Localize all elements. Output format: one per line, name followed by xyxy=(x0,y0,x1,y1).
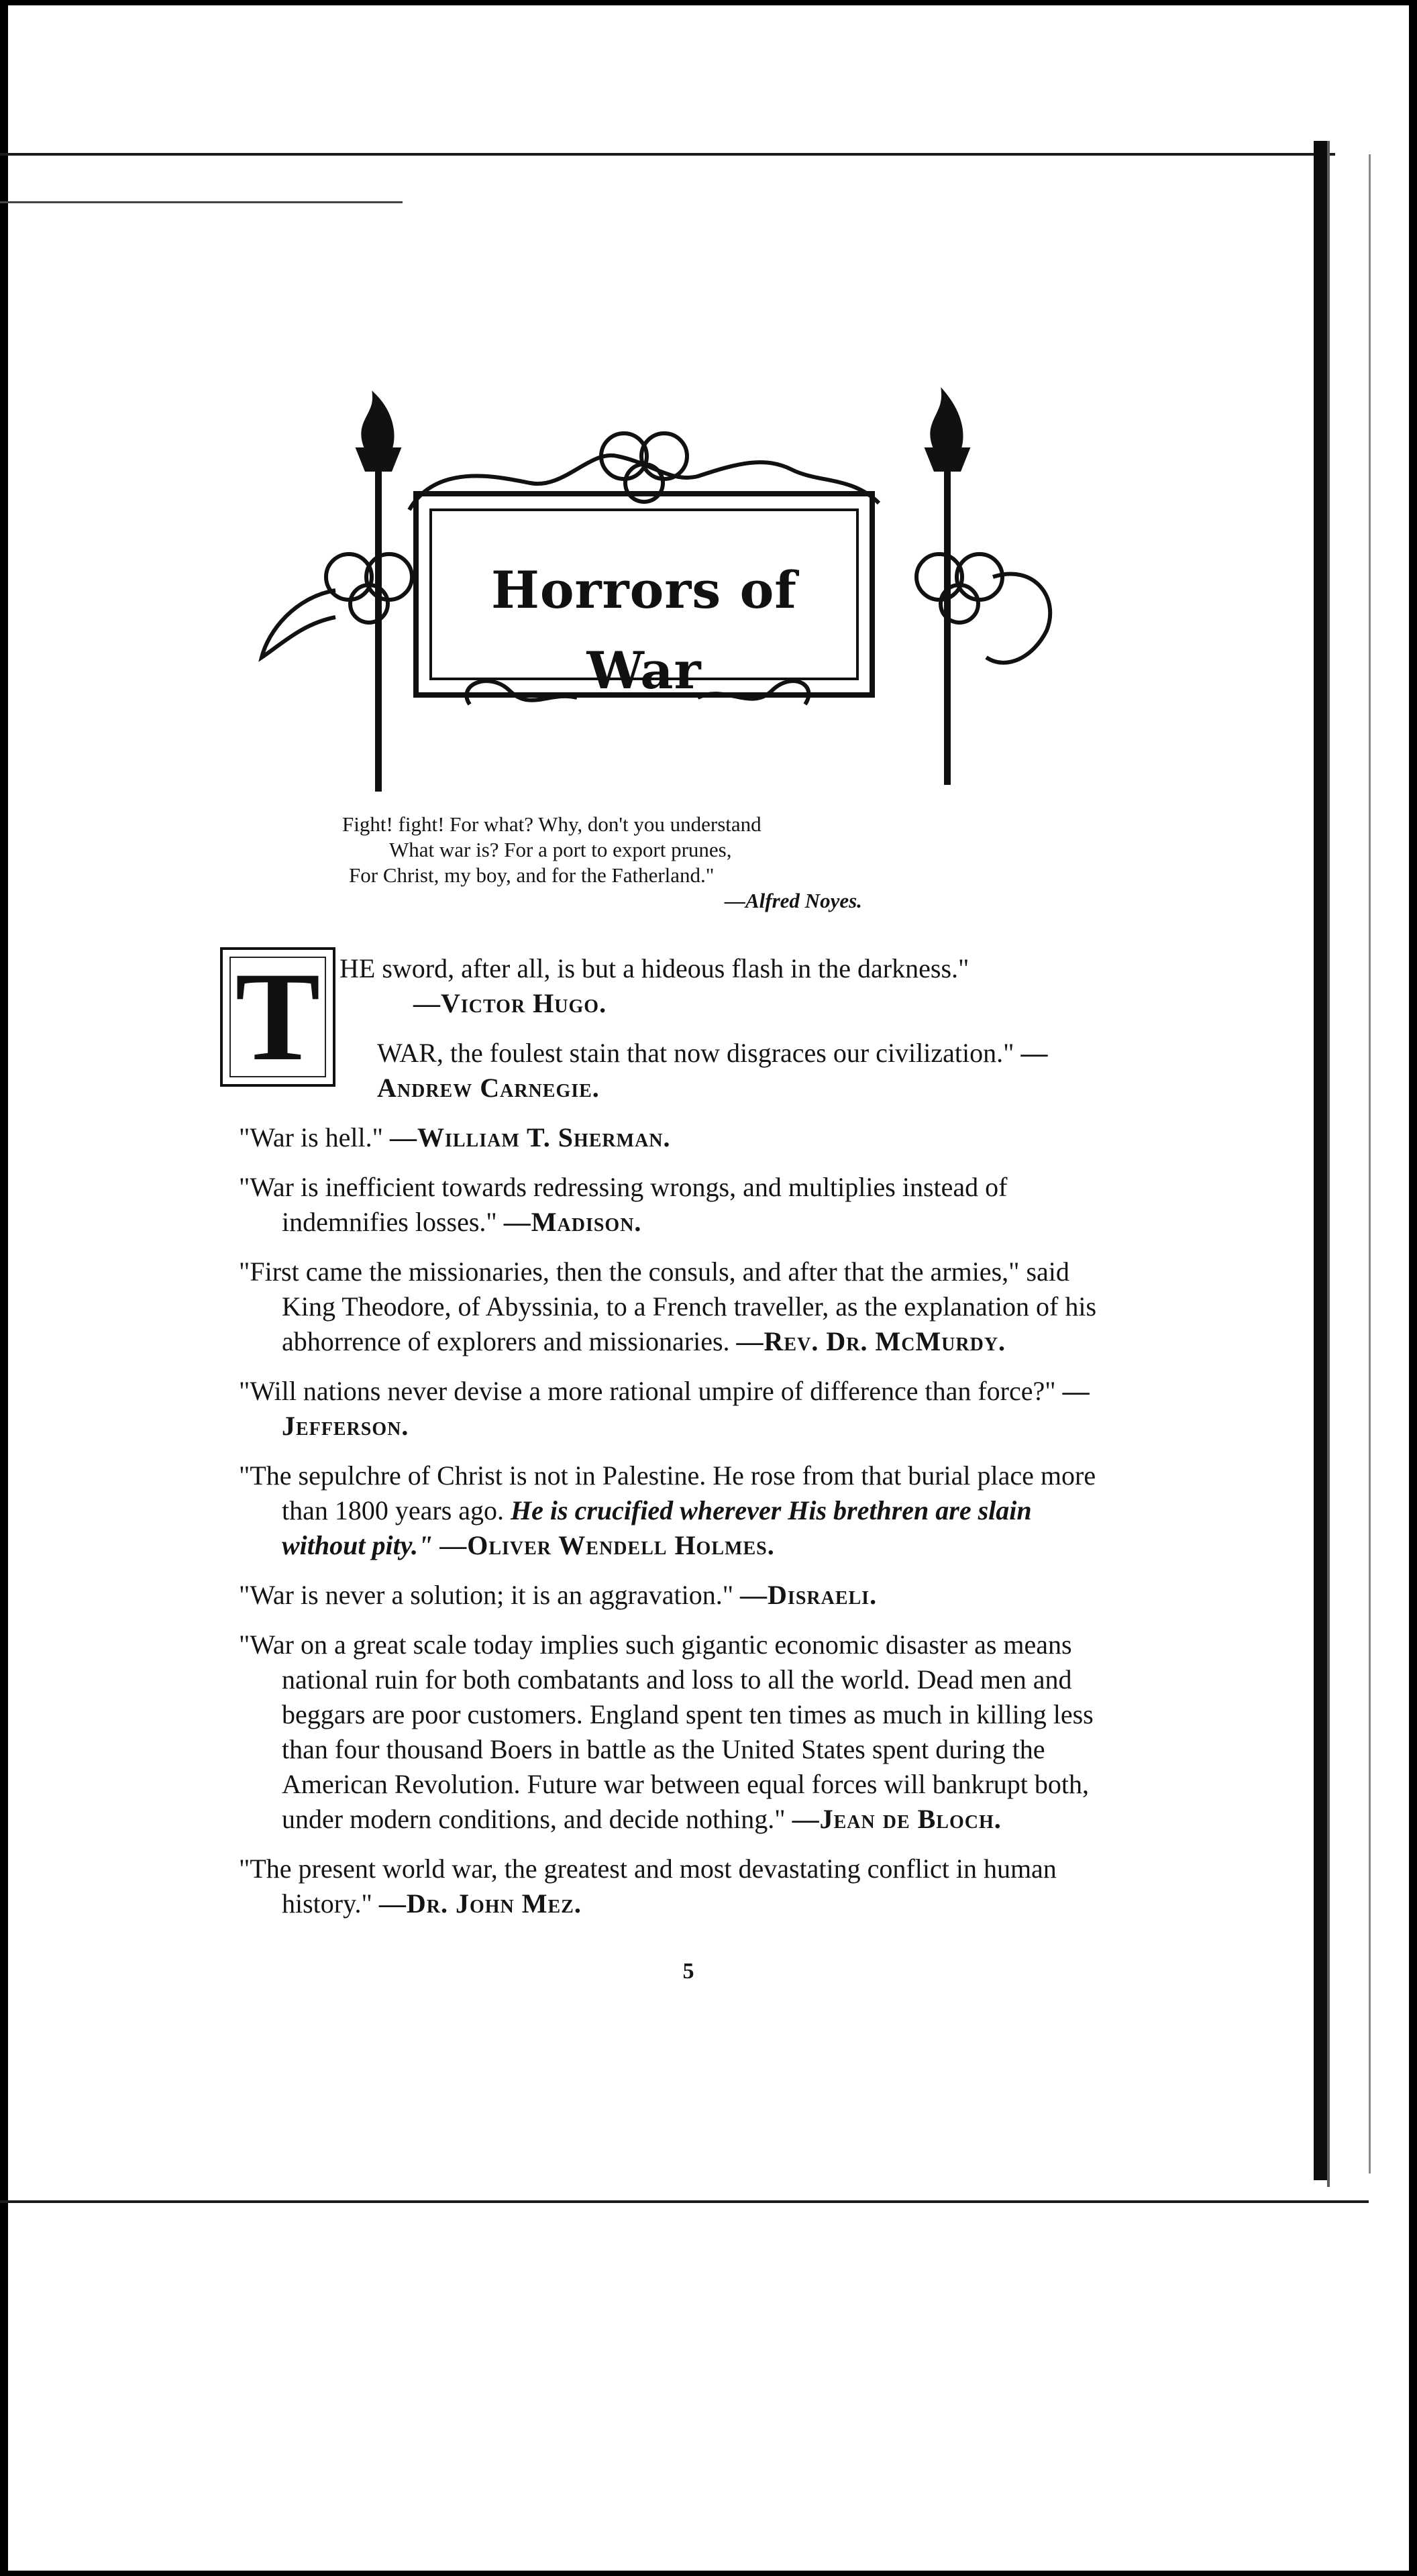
quote-text: "War is hell." xyxy=(239,1122,383,1152)
epigraph-line: Fight! fight! For what? Why, don't you understand xyxy=(342,812,762,836)
quote-carnegie xyxy=(239,1036,1111,1106)
quote-italic-text: He is crucified wherever His brethren are slain without pity." xyxy=(282,1495,1032,1560)
quote-attribution: —William T. Sherman. xyxy=(389,1122,671,1152)
scan-line-bottom xyxy=(0,2200,1369,2203)
scan-border-right xyxy=(1409,0,1417,2576)
quote-jefferson xyxy=(239,1374,1111,1444)
quote-attribution: —Rev. Dr. McMurdy. xyxy=(736,1326,1006,1356)
quote-text: "Will nations never devise a more rational umpire of difference than force?" xyxy=(239,1376,1056,1406)
page-edge xyxy=(1327,141,1330,2187)
quote-attribution: —Madison. xyxy=(503,1207,642,1237)
quote-text: "War is inefficient towards redressing wrongs, and multiplies instead of indemnifies losses." xyxy=(239,1172,1008,1237)
quote-attribution: —Jefferson. xyxy=(282,1376,1090,1441)
quote-text: "The present world war, the greatest and most devastating conflict in human history." xyxy=(239,1854,1057,1919)
quote-attribution: —Oliver Wendell Holmes. xyxy=(439,1530,775,1560)
drop-cap-letter: T xyxy=(235,947,321,1087)
scan-line-top xyxy=(0,153,1335,156)
page-number: 5 xyxy=(682,1959,694,1984)
quote-disraeli xyxy=(239,1578,1111,1613)
quotations xyxy=(239,951,1111,1936)
quote-text: "War on a great scale today implies such gigantic economic disaster as means national ruin for both combatants and loss to all the world. Dead men and beggars are poor customers. England spent ten times as much in killing less than four thousand Boers in battle as the United States spent during the American Revolution. Future war between equal forces will bankrupt both, under modern conditions, and decide nothing." xyxy=(239,1629,1094,1834)
quote-madison xyxy=(239,1170,1111,1240)
quote-text: "First came the missionaries, then the consuls, and after that the armies," said King Theodore, of Abyssinia, to a French traveller, as the explanation of his abhorrence of explorers and missionaries. xyxy=(239,1256,1097,1356)
quote-mcmurdy xyxy=(239,1254,1111,1359)
page-edge-far xyxy=(1369,154,1371,2174)
quote-text: WAR, the foulest stain that now disgraces our civilization." xyxy=(377,1038,1014,1068)
quote-mez xyxy=(239,1851,1111,1921)
epigraph-line: For Christ, my boy, and for the Fatherland." xyxy=(349,863,715,887)
scan-border-bottom xyxy=(0,2571,1417,2576)
epigraph xyxy=(335,812,980,914)
epigraph-line: What war is? For a port to export prunes, xyxy=(389,838,732,861)
epigraph-attribution: —Alfred Noyes. xyxy=(725,889,862,912)
quote-attribution: —Disraeli. xyxy=(740,1580,878,1610)
quote-sherman xyxy=(239,1120,1111,1155)
scan-border-top xyxy=(0,0,1417,5)
quote-attribution: —Victor Hugo. xyxy=(413,988,607,1018)
quote-text: "War is never a solution; it is an aggravation." xyxy=(239,1580,734,1610)
page-shadow xyxy=(1314,141,1327,2180)
scan-line-top-left xyxy=(0,201,403,203)
quote-holmes xyxy=(239,1458,1111,1563)
quote-bloch xyxy=(239,1627,1111,1837)
quote-attribution: —Jean de Bloch. xyxy=(792,1804,1002,1834)
scan-border-left xyxy=(0,0,8,2576)
page-title: Horrors of War xyxy=(491,560,797,700)
quote-attribution: —Andrew Carnegie. xyxy=(377,1038,1049,1103)
quote-attribution: —Dr. John Mez. xyxy=(378,1888,582,1919)
quote-hugo xyxy=(239,951,1111,1021)
quote-text: HE sword, after all, is but a hideous flash in the darkness." xyxy=(339,953,969,983)
quote-text: "The sepulchre of Christ is not in Palestine. He rose from that burial place more than 1800 years ago. xyxy=(239,1460,1096,1525)
